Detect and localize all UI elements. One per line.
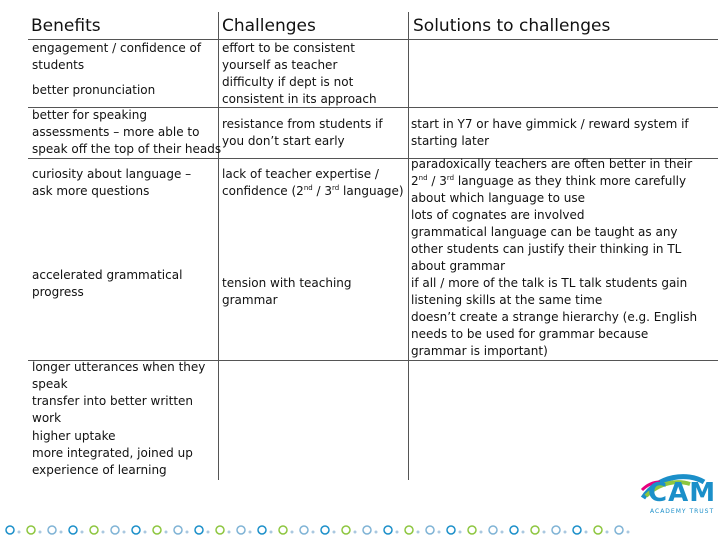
- decorative-dot: [459, 531, 462, 534]
- decorative-dot: [615, 526, 623, 534]
- decorative-dot: [81, 531, 84, 534]
- solution-hierarchy: doesn’t create a strange hierarchy (e.g. English needs to be used for grammar because grammar is important): [411, 310, 698, 358]
- benefit-grammar-progress: accelerated grammatical progress: [32, 268, 183, 299]
- challenge-expertise: lack of teacher expertise / confidence (2nd / 3rd language): [222, 167, 404, 198]
- challenge-resistance: resistance from students if you don’t start early: [222, 117, 383, 148]
- decorative-dot: [249, 531, 252, 534]
- decorative-dot: [426, 526, 434, 534]
- benefit-speaking: better for speaking assessments – more able to speak off the top of their heads: [32, 108, 222, 156]
- decorative-dot: [564, 531, 567, 534]
- decorative-dot: [480, 531, 483, 534]
- decorative-dot: [123, 531, 126, 534]
- decorative-dot: [342, 526, 350, 534]
- decorative-dot: [321, 526, 329, 534]
- decorative-dot: [333, 531, 336, 534]
- benefit-written-work: transfer into better written work: [32, 394, 194, 425]
- decorative-dot: [573, 526, 581, 534]
- challenge-grammar: tension with teaching grammar: [222, 276, 352, 307]
- benefit-utterances: longer utterances when they speak: [32, 360, 206, 391]
- challenge-consistency-self: effort to be consistent yourself as teacher: [222, 41, 355, 72]
- decorative-dot: [417, 531, 420, 534]
- decorative-dot: [132, 526, 140, 534]
- column-divider-1: [218, 12, 219, 480]
- decorative-dot: [489, 526, 497, 534]
- decorative-dot: [312, 531, 315, 534]
- decorative-dot: [501, 531, 504, 534]
- decorative-dots-strip: [0, 516, 720, 540]
- solution-paradox: paradoxically teachers are often better in their 2nd / 3rd language as they think more carefully about which language to use: [411, 157, 693, 205]
- decorative-dot: [39, 531, 42, 534]
- decorative-dot: [447, 526, 455, 534]
- column-divider-2: [408, 12, 409, 480]
- decorative-dot: [531, 526, 539, 534]
- benefit-engagement: engagement / confidence of students: [32, 41, 202, 72]
- decorative-dot: [627, 531, 630, 534]
- solution-grammatical-language: grammatical language can be taught as any other students can justify their thinking in TL about grammar: [411, 225, 682, 273]
- logo-subtitle: ACADEMY TRUST: [650, 508, 715, 515]
- decorative-dot: [384, 526, 392, 534]
- decorative-dot: [363, 526, 371, 534]
- decorative-dot: [90, 526, 98, 534]
- decorative-dot: [291, 531, 294, 534]
- decorative-dot: [27, 526, 35, 534]
- decorative-dot: [279, 526, 287, 534]
- decorative-dot: [216, 526, 224, 534]
- decorative-dot: [585, 531, 588, 534]
- decorative-dot: [606, 531, 609, 534]
- benefit-uptake: higher uptake: [32, 429, 116, 443]
- decorative-dot: [186, 531, 189, 534]
- decorative-dot: [405, 526, 413, 534]
- decorative-dot: [60, 531, 63, 534]
- decorative-dot: [48, 526, 56, 534]
- decorative-dot: [468, 526, 476, 534]
- benefit-pronunciation: better pronunciation: [32, 83, 156, 97]
- decorative-dot: [270, 531, 273, 534]
- decorative-dot: [102, 531, 105, 534]
- decorative-dot: [6, 526, 14, 534]
- decorative-dot: [18, 531, 21, 534]
- decorative-dot: [300, 526, 308, 534]
- decorative-dot: [207, 531, 210, 534]
- decorative-dot: [438, 531, 441, 534]
- benefit-curiosity: curiosity about language – ask more questions: [32, 167, 192, 198]
- decorative-dot: [144, 531, 147, 534]
- solution-start-y7: start in Y7 or have gimmick / reward system if starting later: [411, 117, 689, 148]
- benefit-integrated: more integrated, joined up experience of learning: [32, 446, 193, 477]
- decorative-dot: [174, 526, 182, 534]
- decorative-dot: [510, 526, 518, 534]
- decorative-dot: [195, 526, 203, 534]
- decorative-dot: [375, 531, 378, 534]
- decorative-dot: [543, 531, 546, 534]
- decorative-dot: [153, 526, 161, 534]
- decorative-dot: [69, 526, 77, 534]
- challenge-consistency-dept: difficulty if dept is not consistent in its approach: [222, 75, 377, 106]
- decorative-dot: [396, 531, 399, 534]
- solution-listening: if all / more of the talk is TL talk students gain listening skills at the same time: [411, 276, 688, 307]
- decorative-dot: [165, 531, 168, 534]
- decorative-dot: [111, 526, 119, 534]
- decorative-dot: [594, 526, 602, 534]
- decorative-dot: [228, 531, 231, 534]
- decorative-dot: [354, 531, 357, 534]
- header-benefits: Benefits: [31, 16, 101, 36]
- decorative-dot: [522, 531, 525, 534]
- logo-name: CAM: [648, 478, 717, 508]
- decorative-dot: [258, 526, 266, 534]
- header-challenges: Challenges: [222, 16, 316, 36]
- decorative-dot: [552, 526, 560, 534]
- decorative-dot: [237, 526, 245, 534]
- solution-cognates: lots of cognates are involved: [411, 208, 585, 222]
- header-solutions: Solutions to challenges: [413, 16, 611, 36]
